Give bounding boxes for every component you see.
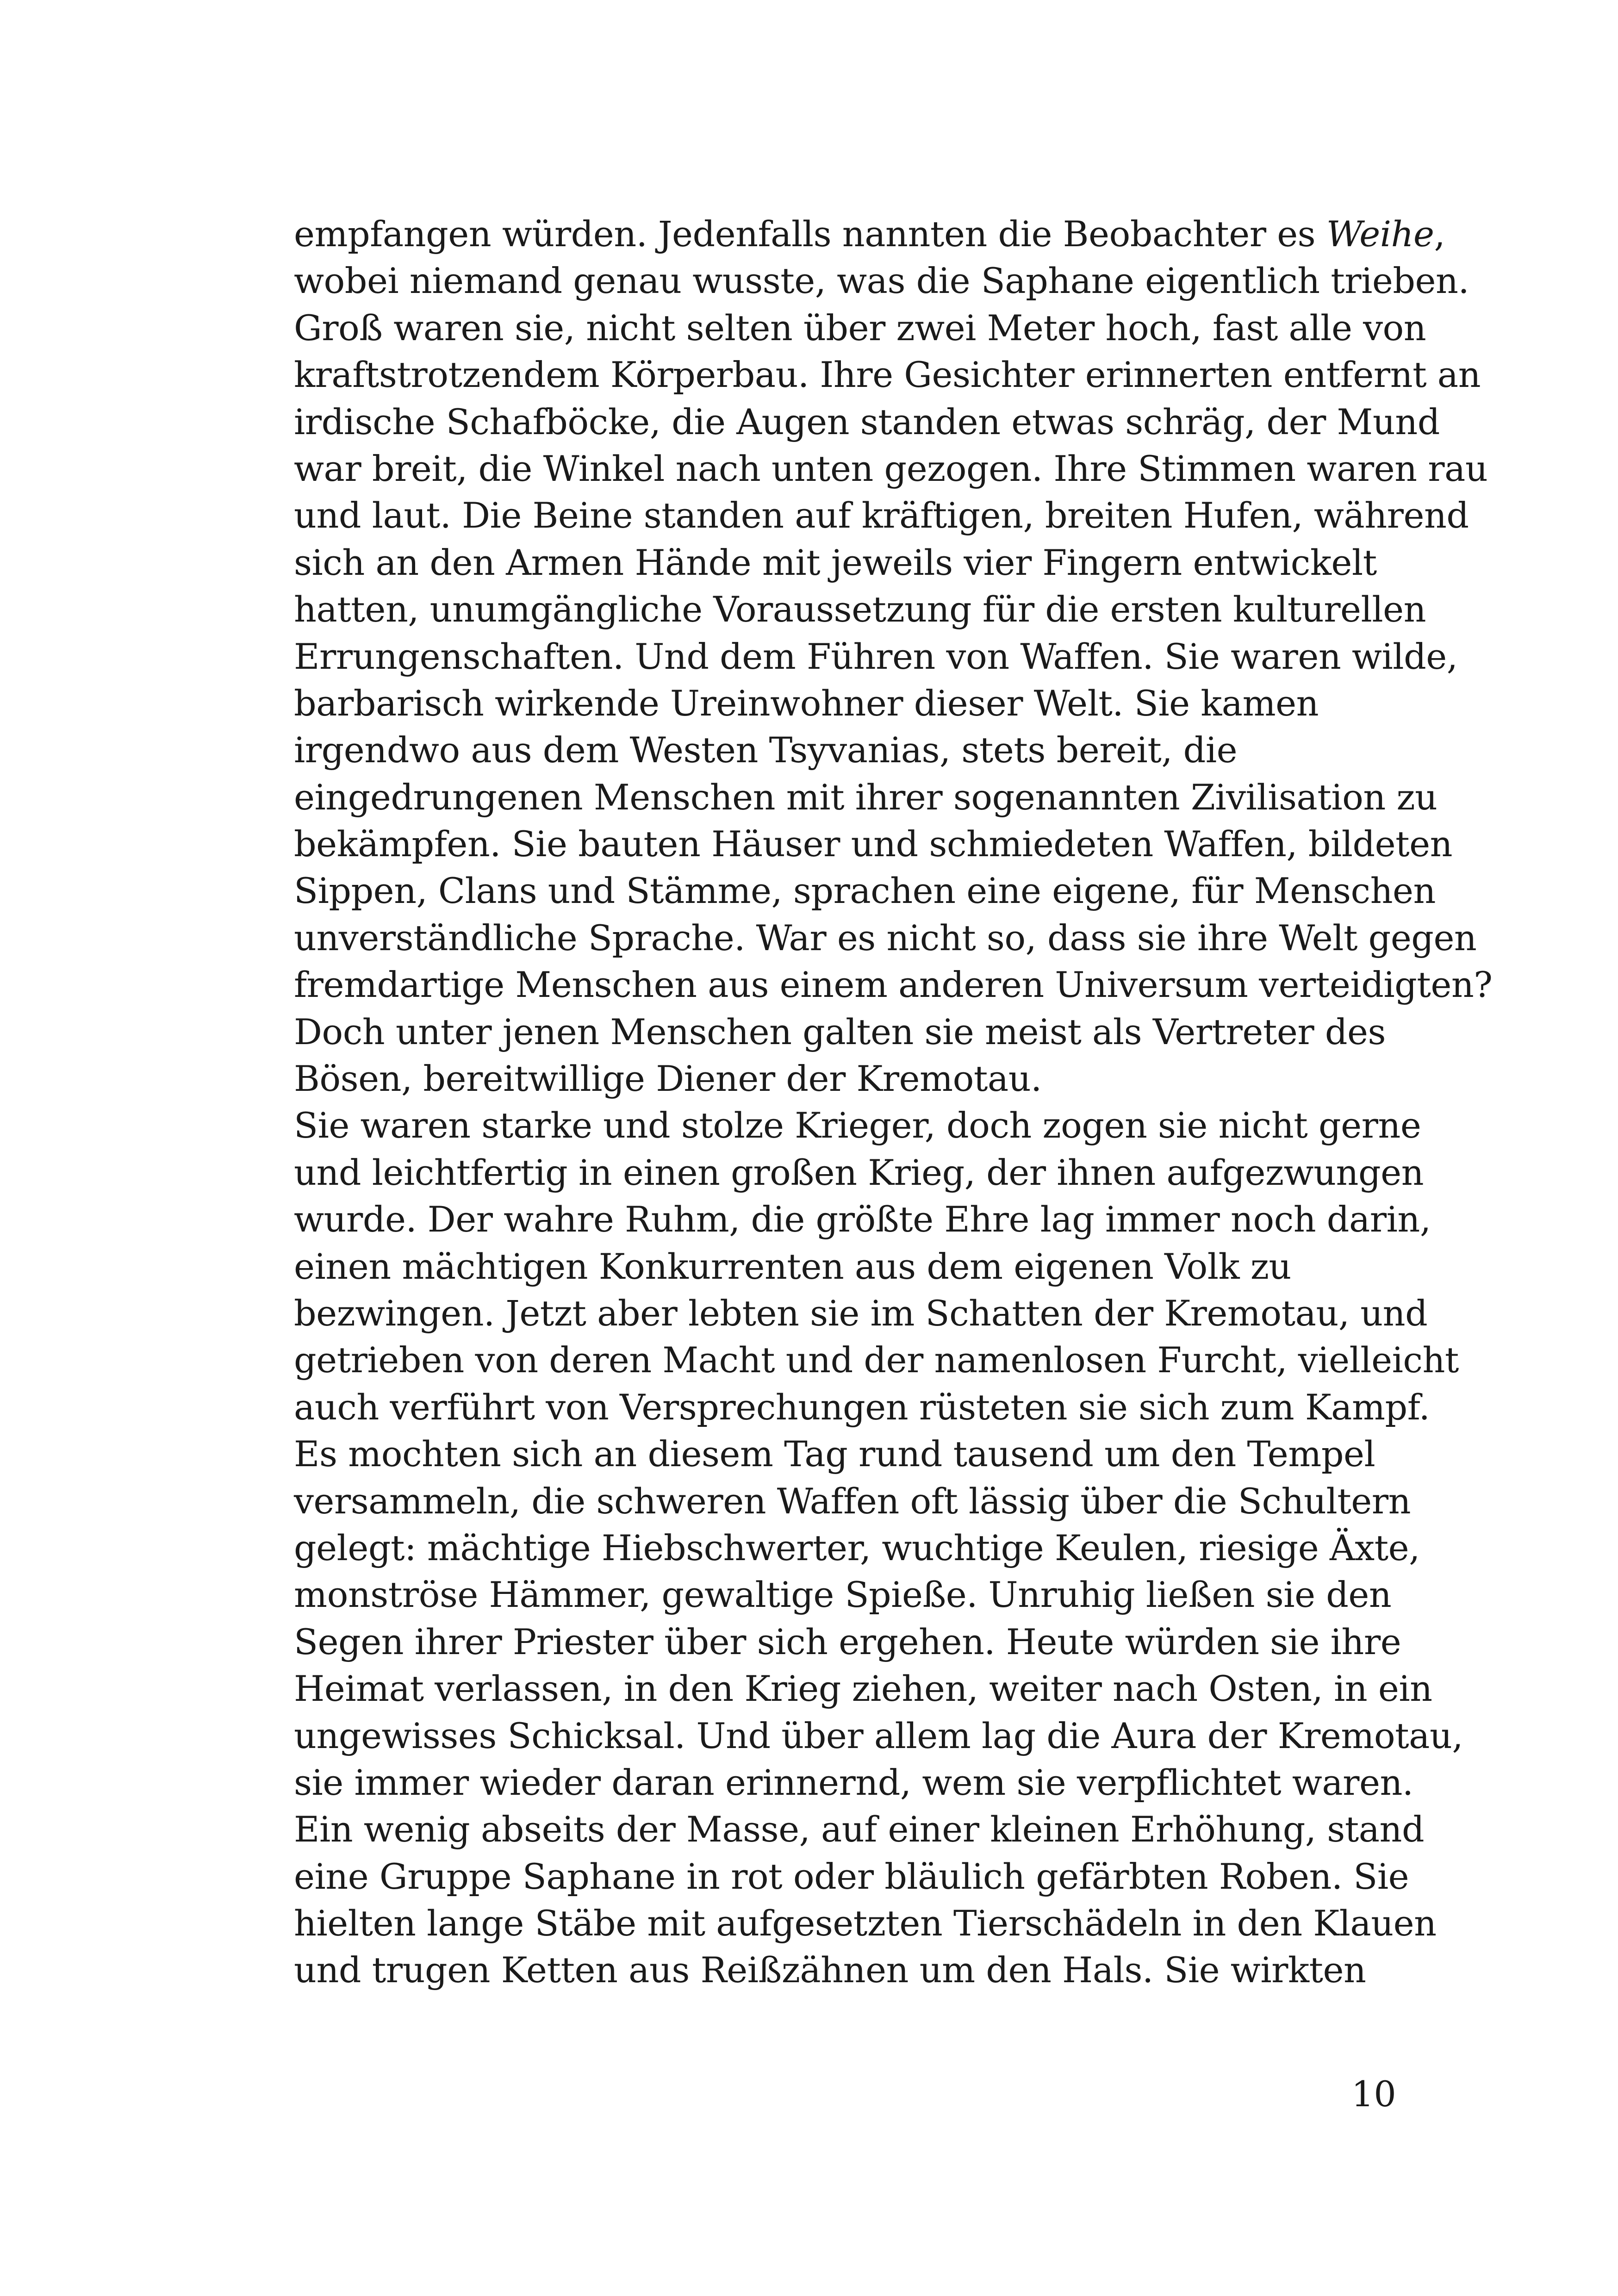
- text-line: Ein wenig abseits der Masse, auf einer kleinen Erhöhung, stand: [294, 1809, 1425, 1850]
- text-line: kraftstrotzendem Körperbau. Ihre Gesichter erinnerten entfernt an: [294, 354, 1481, 396]
- italic-word: Weihe: [1326, 213, 1434, 255]
- text-line: und trugen Ketten aus Reißzähnen um den Hals. Sie wirkten: [294, 1949, 1366, 1991]
- text-line: bezwingen. Jetzt aber lebten sie im Schatten der Kremotau, und: [294, 1292, 1428, 1334]
- text-line: ungewisses Schicksal. Und über allem lag die Aura der Kremotau,: [294, 1715, 1463, 1756]
- text-line: Sippen, Clans und Stämme, sprachen eine eigene, für Menschen: [294, 870, 1436, 912]
- text-line: wurde. Der wahre Ruhm, die größte Ehre lag immer noch darin,: [294, 1199, 1431, 1240]
- text-line: Sie waren starke und stolze Krieger, doch zogen sie nicht gerne: [294, 1105, 1421, 1146]
- text-line: barbarisch wirkende Ureinwohner dieser Welt. Sie kamen: [294, 682, 1319, 724]
- text-line: eine Gruppe Saphane in rot oder bläulich gefärbten Roben. Sie: [294, 1855, 1409, 1897]
- text-line: fremdartige Menschen aus einem anderen Universum verteidigten?: [294, 964, 1493, 1006]
- text-line: getrieben von deren Macht und der namenlosen Furcht, vielleicht: [294, 1339, 1459, 1381]
- text-line: unverständliche Sprache. War es nicht so, dass sie ihre Welt gegen: [294, 917, 1477, 958]
- text-line: gelegt: mächtige Hiebschwerter, wuchtige Keulen, riesige Äxte,: [294, 1527, 1420, 1568]
- body-text: [294, 211, 1493, 1994]
- text-line: eingedrungenen Menschen mit ihrer sogenannten Zivilisation zu: [294, 776, 1438, 818]
- text-line: wobei niemand genau wusste, was die Saphane eigentlich trieben.: [294, 260, 1469, 302]
- text-line: monströse Hämmer, gewaltige Spieße. Unruhig ließen sie den: [294, 1574, 1392, 1616]
- text-line: und laut. Die Beine standen auf kräftigen, breiten Hufen, während: [294, 495, 1469, 536]
- text-line-content: empfangen würden. Jedenfalls nannten die Beobachter es: [294, 213, 1326, 255]
- text-line: Doch unter jenen Menschen galten sie meist als Vertreter des: [294, 1011, 1386, 1052]
- text-line: sie immer wieder daran erinnernd, wem sie verpflichtet waren.: [294, 1761, 1413, 1803]
- text-line: hatten, unumgängliche Voraussetzung für die ersten kulturellen: [294, 589, 1426, 630]
- text-line: Segen ihrer Priester über sich ergehen. Heute würden sie ihre: [294, 1621, 1401, 1662]
- text-line: Groß waren sie, nicht selten über zwei Meter hoch, fast alle von: [294, 307, 1426, 348]
- text-line: und leichtfertig in einen großen Krieg, der ihnen aufgezwungen: [294, 1151, 1424, 1193]
- text-line: einen mächtigen Konkurrenten aus dem eigenen Volk zu: [294, 1245, 1291, 1287]
- text-line: [294, 211, 1445, 257]
- text-line: irdische Schafböcke, die Augen standen etwas schräg, der Mund: [294, 401, 1440, 442]
- text-line: irgendwo aus dem Westen Tsyvanias, stets bereit, die: [294, 729, 1238, 771]
- text-line: war breit, die Winkel nach unten gezogen. Ihre Stimmen waren rau: [294, 448, 1488, 489]
- text-line: Es mochten sich an diesem Tag rund tausend um den Tempel: [294, 1433, 1375, 1475]
- page-number: 10: [1351, 2073, 1396, 2115]
- text-line: sich an den Armen Hände mit jeweils vier Fingern entwickelt: [294, 541, 1377, 583]
- text-line: auch verführt von Versprechungen rüsteten sie sich zum Kampf.: [294, 1386, 1430, 1428]
- text-line: Errungenschaften. Und dem Führen von Waffen. Sie waren wilde,: [294, 635, 1458, 677]
- text-line: Bösen, bereitwillige Diener der Kremotau.: [294, 1058, 1042, 1100]
- text-line-tail: ,: [1434, 213, 1445, 255]
- text-line: versammeln, die schweren Waffen oft lässig über die Schultern: [294, 1480, 1411, 1522]
- text-line: Heimat verlassen, in den Krieg ziehen, weiter nach Osten, in ein: [294, 1668, 1432, 1710]
- text-line: hielten lange Stäbe mit aufgesetzten Tierschädeln in den Klauen: [294, 1903, 1437, 1944]
- text-line: bekämpfen. Sie bauten Häuser und schmiedeten Waffen, bildeten: [294, 823, 1453, 865]
